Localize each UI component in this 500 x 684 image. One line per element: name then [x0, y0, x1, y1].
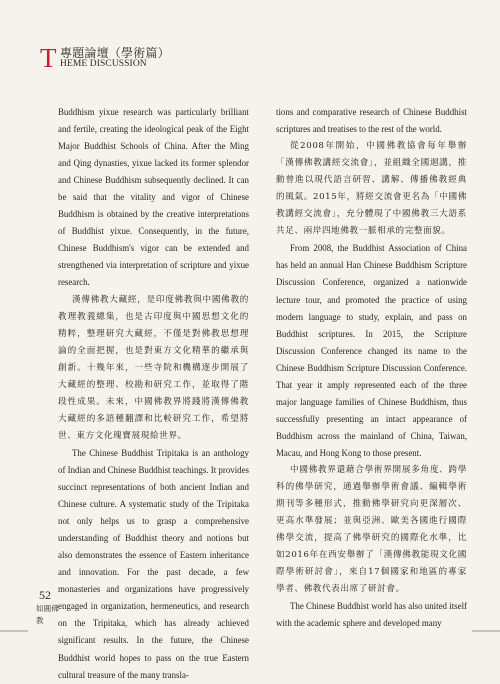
paragraph-en-yixue: Buddhism yixue research was particularly brilliant and fertile, creating the ideological peak of the Eight Major Buddhist Schools of China. After the Ming and Qing dynasties, yixue lacked its former splendor and Chinese Buddhism subsequently declined. It can be said that the vitality and vigor of Chinese Buddhism is obtained by the creative interpretations of Buddhist yixue. Consequently, in the future, Chinese Buddhism's vigor can be extended and strengthened via interpretation of scripture and yixue research. [58, 107, 249, 288]
right-bottom-edge-mark [472, 630, 500, 632]
paragraph-cn-tripitaka: 漢傳佛教大藏經，是印度佛教與中國佛教的教理教義總集，也是古印度與中國思想文化的精粹，整理研究大藏經，不僅是對佛教思想理論的全面把握，也是對東方文化精華的繼承與創新。十幾年來，一些寺院和機構逐步開展了大藏經的整理、校勘和研究工作，並取得了階段性成果。未來，中國佛教界將踐將漢傳佛教大藏經的多語種翻譯和比較研究工作，希望將世、東方文化瑰寶展現給世界。 [58, 294, 249, 441]
paragraph-cn-conference: 從2008年開始，中國佛教協會每年舉辦「漢傳佛教講經交流會」，並組織全國迴講，推動曾進以現代語言研習、講解、傳播佛教經典的風氣。2015年，將經交流會更名為「中國佛教講經交流會」，充分體現了中國佛教三大語系共足、兩岸四地佛教一脈相承的完整面貌。 [276, 141, 467, 237]
section-header [40, 43, 260, 76]
publication-logo: 如圓佛教 [36, 604, 59, 625]
header-initial: T [40, 43, 57, 73]
paragraph-en-translation-tail: tions and comparative research of Chinese Buddhist scriptures and treatises to the rest of the world. [276, 107, 467, 135]
left-text-column [58, 104, 249, 684]
header-title-english: HEME DISCUSSION [60, 59, 147, 69]
paragraph-en-conference: From 2008, the Buddhist Association of China has held an annual Han Chinese Buddhism Scripture Discussion Conference, organized a nationwide lecture tour, and promoted the practice of using modern language to study, explain, and pass on Buddhist scriptures. In 2015, the Scripture Discussion Conference changed its name to the Chinese Buddhism Scripture Discussion Conference. That year it amply represented each of the three major language families of Chinese Buddhism, thus successfully presenting an intact appearance of Buddhism across the mainland of China, Taiwan, Macau, and Hong Kong to those present. [276, 243, 467, 458]
paragraph-cn-academic: 中國佛教界還藉合學術界開展多角度、跨學科的佛學研究，通過舉辦學術會議、編輯學術期刊等多種形式，推動佛學研究向更深層次、更高水準發展；並與亞洲、歐美各國進行國際佛學交流，提高了佛學研究的國際化水準，比如2016年在西安舉辦了「漢傳佛教能現文化國際學術研討會」，來自17個國家和地區的專家學者、佛教代表出席了研討會。 [276, 464, 467, 595]
header-title-chinese: 專題論壇（學術篇） [60, 46, 170, 60]
paragraph-en-tripitaka: The Chinese Buddhist Tripitaka is an anthology of Indian and Chinese Buddhist teachings. It provides succinct representations of both ancient Indian and Chinese culture. A systematic study of the Tripitaka not only helps us to grasp a comprehensive understanding of Buddhist theory and notions but also demonstrates the essence of Eastern inheritance and innovation. For the past decade, a few monasteries and organizations have progressively engaged in organization, hermeneutics, and research on the Tripitaka, which has already achieved significant results. In the future, the Chinese Buddhist world hopes to pass on the true Eastern cultural treasure of the many transla- [58, 447, 249, 680]
page-number: 52 [39, 588, 51, 602]
paragraph-en-academic: The Chinese Buddhist world has also united itself with the academic sphere and developed many [276, 601, 467, 629]
right-text-column [276, 104, 467, 632]
left-bottom-edge-mark [0, 630, 28, 632]
